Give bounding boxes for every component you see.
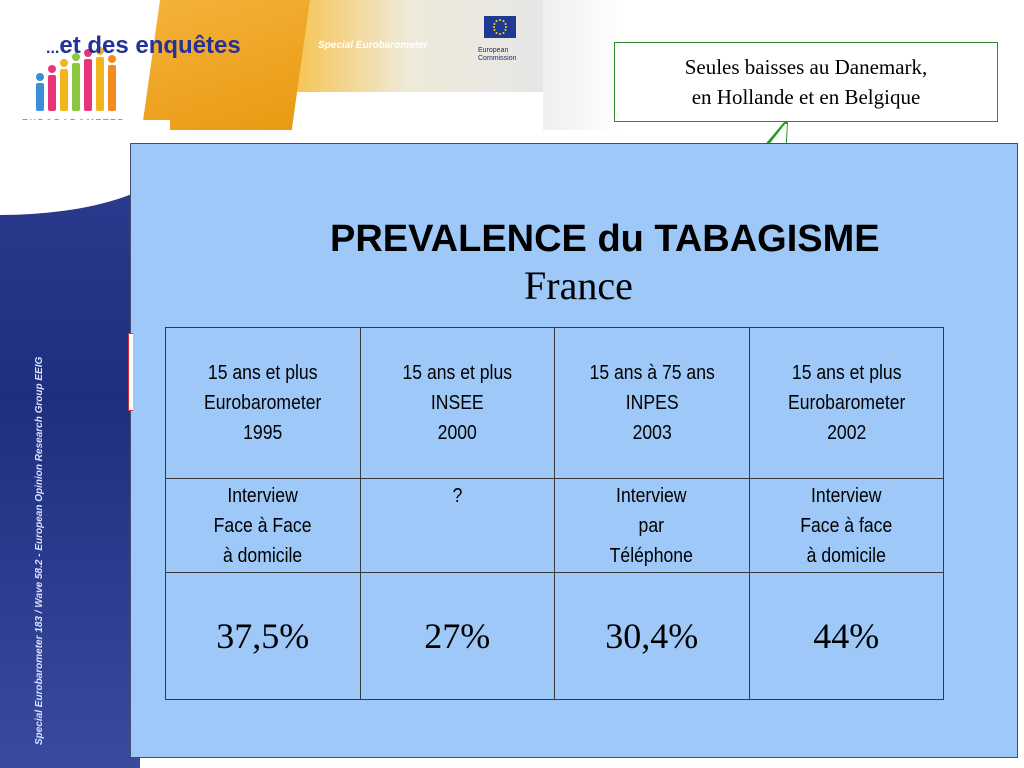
cell-line: 15 ans à 75 ans	[589, 362, 715, 384]
panel-subtitle: France	[524, 263, 633, 308]
cell-line: 2000	[437, 422, 477, 444]
cell-line: Eurobarometer	[787, 392, 905, 414]
cell-line: INSEE	[430, 392, 484, 414]
slide-title	[46, 32, 241, 60]
table-cell	[360, 479, 555, 573]
sidebar-band	[0, 150, 140, 768]
table-cell	[166, 573, 361, 700]
table-cell	[360, 573, 555, 700]
table-cell	[166, 479, 361, 573]
title-text: et des enquêtes	[59, 32, 241, 59]
callout-line: en Hollande et en Belgique	[691, 85, 921, 109]
prevalence-value: 27%	[424, 616, 491, 656]
table-cell	[166, 328, 361, 479]
cell-line: Face à face	[800, 514, 893, 537]
table-cell	[749, 328, 944, 479]
cell-line: 2003	[632, 422, 672, 444]
cell-line: Eurobarometer	[204, 392, 322, 414]
prevalence-value: 30,4%	[605, 616, 699, 656]
banner-fade	[543, 0, 623, 130]
cell-line: à domicile	[806, 544, 886, 567]
table-row	[166, 479, 944, 573]
table-cell	[749, 573, 944, 700]
cell-line: à domicile	[223, 544, 303, 567]
cell-line: 15 ans et plus	[402, 362, 513, 384]
cell-line: ?	[452, 485, 463, 507]
table-row	[166, 328, 944, 479]
banner-label: Special Eurobarometer	[318, 40, 428, 51]
cell-line: INPES	[625, 392, 679, 414]
cell-line: 15 ans et plus	[791, 362, 902, 384]
callout-box	[614, 42, 998, 122]
cell-line: 2002	[826, 422, 866, 444]
table-cell	[555, 328, 750, 479]
title-prefix: ...	[46, 40, 60, 57]
table-cell	[749, 479, 944, 573]
cell-line: par	[639, 514, 665, 537]
cell-line: 1995	[243, 422, 283, 444]
eu-caption	[478, 47, 517, 63]
sidebar-caption: Special Eurobarometer 183 / Wave 58.2 - European Opinion Research Group EEIG	[34, 356, 45, 745]
hidden-box-edge	[128, 333, 133, 411]
panel-title: PREVALENCE du TABAGISME	[330, 218, 880, 260]
cell-line: Interview	[616, 484, 687, 507]
eu-flag-icon	[484, 16, 516, 38]
prevalence-value: 44%	[813, 616, 880, 656]
table-row	[166, 573, 944, 700]
table-cell	[360, 328, 555, 479]
cell-line: Interview	[227, 484, 298, 507]
callout-line: Seules baisses au Danemark,	[684, 55, 928, 79]
cell-line: Face à Face	[213, 514, 312, 537]
eu-caption-line: Commission	[478, 55, 517, 62]
eu-caption-line: European	[478, 47, 509, 54]
cell-line: Téléphone	[610, 544, 694, 567]
table-cell	[555, 479, 750, 573]
banner-orange-sheet	[142, 0, 310, 130]
cell-line: 15 ans et plus	[207, 362, 318, 384]
table-cell	[555, 573, 750, 700]
prevalence-value: 37,5%	[216, 616, 310, 656]
cell-line: Interview	[811, 484, 882, 507]
prevalence-table	[165, 327, 944, 700]
